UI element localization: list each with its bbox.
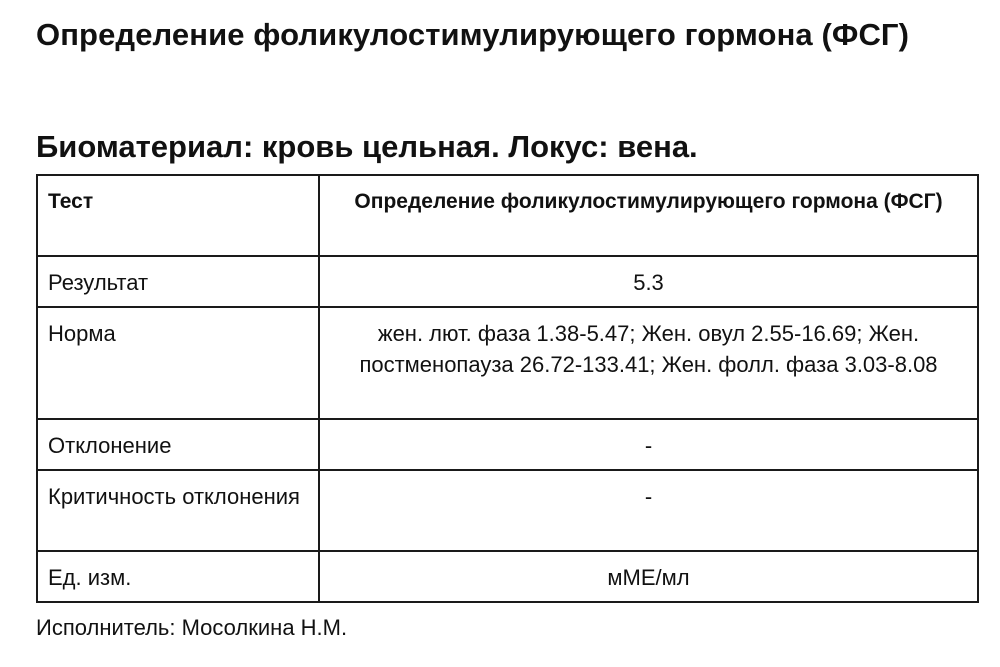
row-value: - — [319, 419, 978, 470]
table-row-deviation — [37, 419, 978, 470]
row-label: Результат — [37, 256, 319, 307]
row-value: мМЕ/мл — [319, 551, 978, 602]
table-row-norm — [37, 307, 978, 419]
header-test-name: Определение фоликулостимулирующего гормона (ФСГ) — [319, 175, 978, 256]
row-value: - — [319, 470, 978, 551]
row-label: Ед. изм. — [37, 551, 319, 602]
row-label: Отклонение — [37, 419, 319, 470]
table-row-result — [37, 256, 978, 307]
biomaterial-subtitle: Биоматериал: кровь цельная. Локус: вена. — [36, 129, 698, 164]
table-header-row — [37, 175, 978, 256]
row-value: 5.3 — [319, 256, 978, 307]
page-title: Определение фоликулостимулирующего гормона (ФСГ) — [36, 17, 910, 52]
results-table — [36, 174, 979, 603]
header-test-label: Тест — [37, 175, 319, 256]
row-label: Критичность отклонения — [37, 470, 319, 551]
table-row-unit — [37, 551, 978, 602]
table-row-criticality — [37, 470, 978, 551]
row-label: Норма — [37, 307, 319, 419]
row-value: жен. лют. фаза 1.38-5.47; Жен. овул 2.55-16.69; Жен. постменопауза 26.72-133.41; Жен. фолл. фаза 3.03-8.08 — [319, 307, 978, 419]
performer-footer: Исполнитель: Мосолкина Н.М. — [36, 615, 348, 640]
